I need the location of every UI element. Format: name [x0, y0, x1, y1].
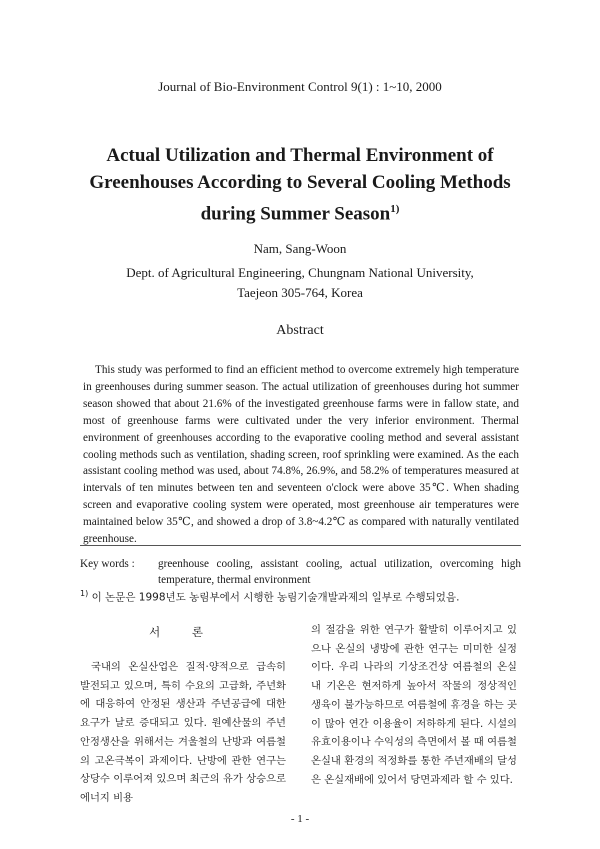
keywords-label: Key words :: [80, 558, 135, 570]
paper-title-text: Actual Utilization and Thermal Environment of Greenhouses According to Several Cooling Methods during Summer Season: [89, 145, 511, 225]
footnote-text: 이 논문은 1998년도 농림부에서 시행한 농림기술개발과제의 일부로 수행되었음.: [91, 591, 460, 604]
paper-title: [60, 142, 540, 227]
footnote: [80, 589, 521, 605]
affiliation: [0, 263, 600, 303]
abstract-heading: Abstract: [276, 323, 324, 338]
author-name: Nam, Sang-Woon: [253, 241, 347, 256]
abstract-body: This study was performed to find an efficient method to overcome extremely high temperature in greenhouses during summer season. The actual utilization of greenhouses during hot summer season showed that about 21.6% of the investigated greenhouse farms were in fallow state, and most of greenhouse farms were cultivated under the very inferior environment. Thermal environment of greenhouses according to the evaporative cooling method and several assistant cooling methods such as ventilation, shading screen, roof sprinkling were examined. As the each assistant cooling method was used, about 74.8%, 26.9%, and 58.2% of temperatures measured at intervals of ten minutes between ten and seventeen o'clock were above 35℃. When shading screen and evaporative cooling system were operated, most greenhouse air temperatures were maintained below 35℃, and showed a drop of 3.8~4.2℃ as compared with naturally ventilated greenhouse.: [83, 364, 519, 546]
body-column-right: 의 절감을 위한 연구가 활발히 이루어지고 있으나 온실의 냉방에 관한 연구는 미미한 실정이다. 우리 나라의 기상조건상 여름철의 온실내 기온은 현저하게 높아서 작물의 정상적인 생육이 불가능하므로 여름철에 휴경을 하는 곳이 많아 연간 이용율이 저하하게 된다. 시설의 유효이용이나 수익성의 측면에서 볼 때 여름철 온실내 환경의 적정화를 통한 주년재배의 달성은 온실재배에 있어서 당면과제라 할 수 있다.: [311, 624, 517, 786]
keywords-text: greenhouse cooling, assistant cooling, actual utilization, overcoming high temperature, thermal environment: [158, 558, 521, 586]
body-column-left: 국내의 온실산업은 질적·양적으로 급속히 발전되고 있으며, 특히 수요의 고급화, 주년화에 대응하여 안정된 생산과 주년공급에 대한 요구가 날로 증대되고 있다. 원예산물의 주년안정생산을 위해서는 겨울철의 난방과 여름철의 고온극복이 과제이다. 난방에 관한 연구는 상당수 이루어져 있으며 최근의 유가 상승으로 에너지 비용: [80, 661, 286, 804]
section-title-introduction: 서 론: [149, 625, 217, 639]
affiliation-line-2: Taejeon 305-764, Korea: [237, 285, 363, 300]
affiliation-line-1: Dept. of Agricultural Engineering, Chungnam National University,: [126, 265, 474, 280]
footnote-mark: 1): [80, 589, 89, 598]
title-footnote-mark: 1): [390, 203, 400, 215]
journal-header: Journal of Bio-Environment Control 9(1) : 1~10, 2000: [158, 79, 442, 94]
divider-rule: [80, 545, 521, 546]
page-number: - 1 -: [290, 813, 310, 825]
